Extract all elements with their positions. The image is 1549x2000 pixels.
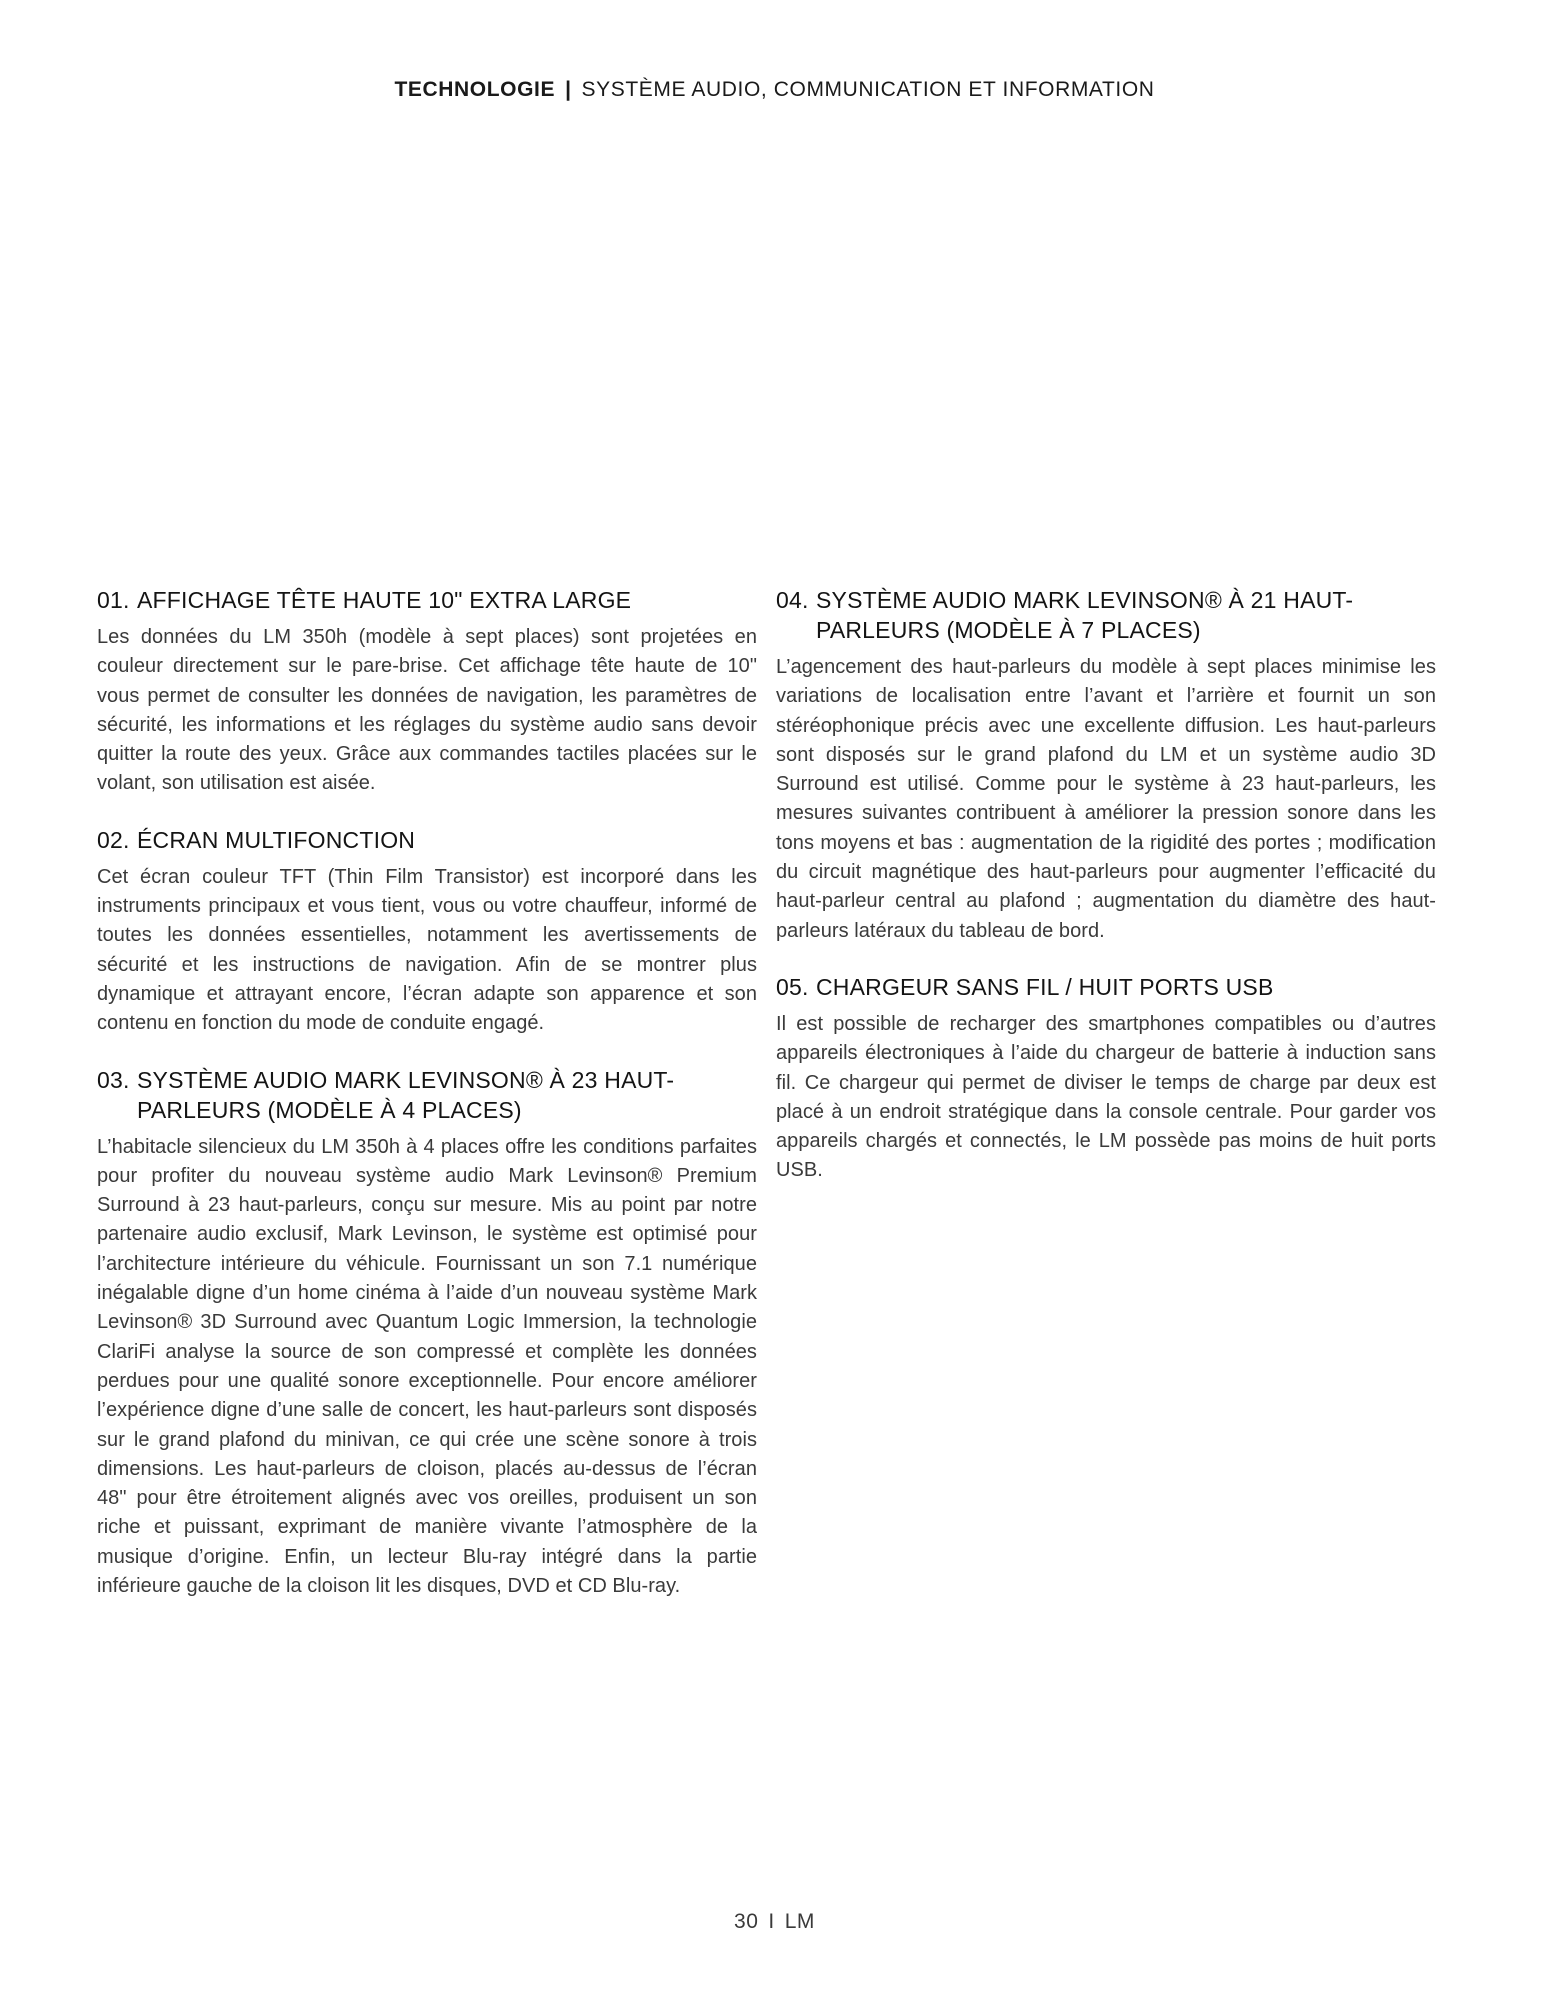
header-separator: | [565,78,572,101]
page-number: 30 [734,1910,759,1933]
section-number: 02. [97,826,130,853]
section-03 [97,1065,757,1602]
section-number: 05. [776,973,809,1000]
left-column [97,585,757,1627]
footer-separator: I [768,1910,775,1933]
footer-model: LM [784,1910,815,1933]
page-footer [0,1910,1549,1934]
section-01 [97,585,757,799]
right-column [776,585,1436,1212]
section-04 [776,585,1436,946]
section-body: L’agencement des haut-parleurs du modèle à sept places minimise les variations de localisation entre l’avant et l’arrière et fournit un son stéréophonique précis avec une excellente diffusion. Les haut-parleurs sont disposés sur le grand plafond du LM et un système audio 3D Surround est utilisé. Comme pour le système à 23 haut-parleurs, les mesures suivantes contribuent à améliorer la pression sonore dans les tons moyens et bas : augmentation de la rigidité des portes ; modification du circuit magnétique des haut-parleurs pour augmenter l’efficacité du haut-parleur central au plafond ; augmentation du diamètre des haut-parleurs latéraux du tableau de bord. [776,656,1436,942]
page-header [0,78,1549,102]
section-title: CHARGEUR SANS FIL / HUIT PORTS USB [816,973,1274,1000]
section-heading [776,585,1436,645]
section-number: 03. [97,1066,130,1093]
header-subtitle: SYSTÈME AUDIO, COMMUNICATION ET INFORMATION [581,78,1155,101]
section-heading [97,585,757,615]
section-title: AFFICHAGE TÊTE HAUTE 10" EXTRA LARGE [137,587,632,613]
section-heading [97,825,757,855]
section-number: 04. [776,587,809,613]
section-05 [776,972,1436,1186]
section-title: SYSTÈME AUDIO MARK LEVINSON® À 23 HAUT-PARLEURS (MODÈLE À 4 PLACES) [137,1066,675,1123]
section-title: ÉCRAN MULTIFONCTION [137,826,416,853]
section-body: Il est possible de recharger des smartphones compatibles ou d’autres appareils électroniques à l’aide du chargeur de batterie à induction sans fil. Ce chargeur qui permet de diviser le temps de charge par deux est placé à un endroit stratégique dans la console centrale. Pour garder vos appareils chargés et connectés, le LM possède pas moins de huit ports USB. [776,1012,1436,1182]
section-heading [776,972,1436,1002]
section-number: 01. [97,587,130,613]
section-body: Cet écran couleur TFT (Thin Film Transistor) est incorporé dans les instruments principaux et vous tient, vous ou votre chauffeur, informé de toutes les données essentielles, notamment les avertissements de sécurité et les instructions de navigation. Afin de se montrer plus dynamique et attrayant encore, l’écran adapte son apparence et son contenu en fonction du mode de conduite engagé. [97,865,757,1035]
section-body: Les données du LM 350h (modèle à sept places) sont projetées en couleur directement sur le pare-brise. Cet affichage tête haute de 10" vous permet de consulter les données de navigation, les paramètres de sécurité, les informations et les réglages du système audio sans devoir quitter la route des yeux. Grâce aux commandes tactiles placées sur le volant, son utilisation est aisée. [97,626,757,795]
section-heading [97,1065,757,1125]
section-02 [97,825,757,1039]
section-body: L’habitacle silencieux du LM 350h à 4 places offre les conditions parfaites pour profiter du nouveau système audio Mark Levinson® Premium Surround à 23 haut-parleurs, conçu sur mesure. Mis au point par notre partenaire audio exclusif, Mark Levinson, le système est optimisé pour l’architecture intérieure du véhicule. Fournissant un son 7.1 numérique inégalable digne d’un home cinéma à l’aide d’un nouveau système Mark Levinson® 3D Surround avec Quantum Logic Immersion, la technologie ClariFi analyse la source de son compressé et complète les données perdues pour une qualité sonore exceptionnelle. Pour encore améliorer l’expérience digne d’une salle de concert, les haut-parleurs sont disposés sur le grand plafond du minivan, ce qui crée une scène sonore à trois dimensions. Les haut-parleurs de cloison, placés au-dessus de l’écran 48" pour être étroitement alignés avec vos oreilles, produisent un son riche et puissant, exprimant de manière vivante l’atmosphère de la musique d’origine. Enfin, un lecteur Blu-ray intégré dans la partie inférieure gauche de la cloison lit les disques, DVD et CD Blu-ray. [97,1135,757,1598]
section-title: SYSTÈME AUDIO MARK LEVINSON® À 21 HAUT-PARLEURS (MODÈLE À 7 PLACES) [816,587,1354,643]
header-category: TECHNOLOGIE [394,78,556,101]
